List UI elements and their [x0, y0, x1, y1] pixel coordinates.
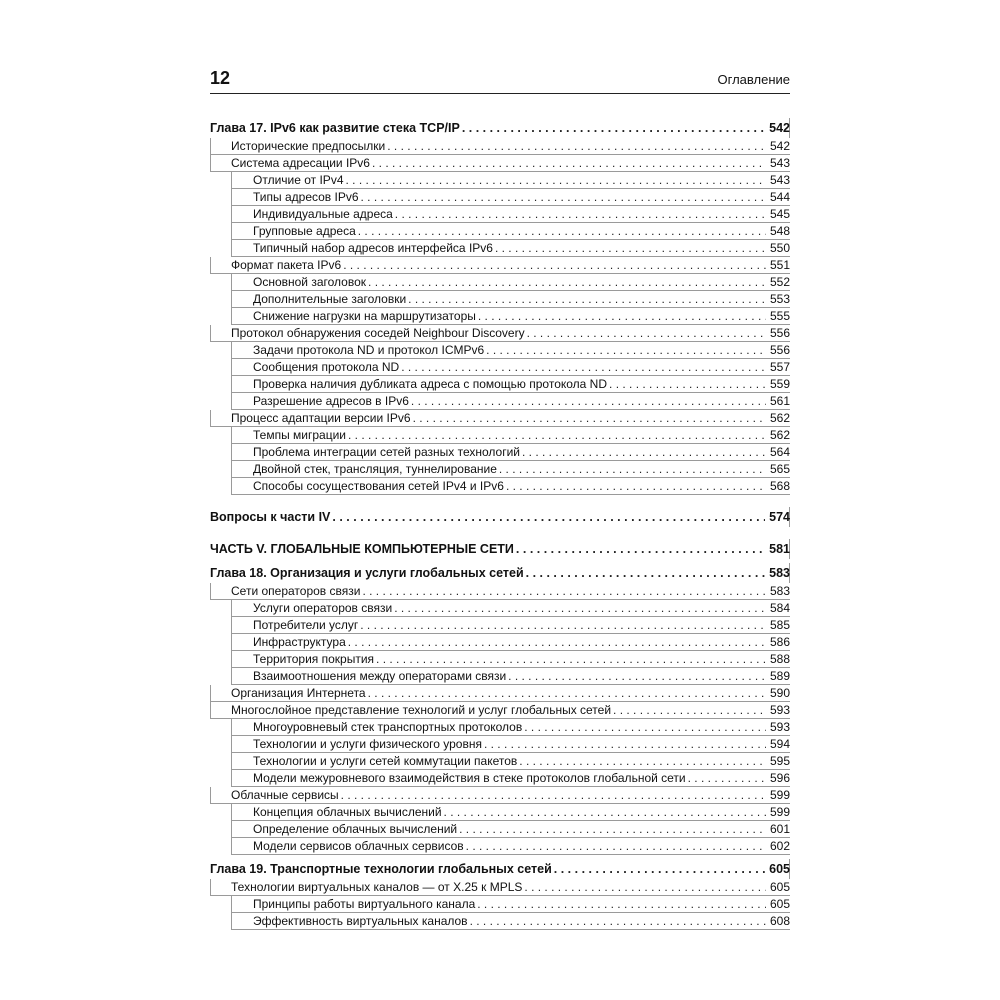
toc-row	[253, 736, 790, 753]
toc-subsection-entry[interactable]	[210, 342, 790, 359]
toc-row	[253, 668, 790, 685]
toc-page-number: 552	[769, 275, 790, 289]
toc-dot-leader	[442, 804, 766, 821]
toc-entry-title: Исторические предпосылки	[231, 139, 386, 153]
toc-page-number: 593	[769, 720, 790, 734]
toc-entry-title: Территория покрытия	[253, 652, 375, 666]
toc-subsection-entry[interactable]	[210, 838, 790, 855]
toc-subsection-entry[interactable]	[210, 274, 790, 291]
toc-dot-leader	[392, 600, 766, 617]
toc-page-number: 596	[769, 771, 790, 785]
toc-spacer	[210, 527, 790, 539]
toc-spacer	[210, 495, 790, 507]
toc-entry-title: Облачные сервисы	[231, 788, 339, 802]
toc-entry-title: Способы сосуществования сетей IPv4 и IPv6	[253, 479, 504, 493]
toc-entry-title: Сообщения протокола ND	[253, 360, 400, 374]
toc-subsection-entry[interactable]	[210, 461, 790, 478]
toc-dot-leader	[393, 206, 766, 223]
toc-page-number: 565	[769, 462, 790, 476]
toc-page-number: 583	[769, 584, 790, 598]
toc-entry-title: ЧАСТЬ V. ГЛОБАЛЬНЫЕ КОМПЬЮТЕРНЫЕ СЕТИ	[210, 542, 514, 556]
toc-entry-title: Протокол обнаружения соседей Neighbour Discovery	[231, 326, 525, 340]
toc-entry-title: Типы адресов IPv6	[253, 190, 359, 204]
toc-chapter-entry[interactable]	[210, 118, 790, 138]
toc-page-number: 551	[769, 258, 790, 272]
toc-entry-title: Взаимоотношения между операторами связи	[253, 669, 507, 683]
toc-entry-title: Многослойное представление технологий и услуг глобальных сетей	[231, 703, 612, 717]
toc-dot-leader	[330, 507, 765, 527]
toc-subsection-entry[interactable]	[210, 896, 790, 913]
toc-page-number: 562	[769, 428, 790, 442]
header-rule	[210, 93, 790, 94]
toc-subsection-entry[interactable]	[210, 668, 790, 685]
toc-entry-title: Эффективность виртуальных каналов	[253, 914, 468, 928]
toc-subsection-entry[interactable]	[210, 240, 790, 257]
toc-row	[253, 896, 790, 913]
toc-entry-title: Дополнительные заголовки	[253, 292, 407, 306]
toc-page-number: 568	[769, 479, 790, 493]
toc-row	[253, 342, 790, 359]
toc-entry-title: Проверка наличия дубликата адреса с помощью протокола ND	[253, 377, 608, 391]
toc-section-entry[interactable]	[210, 787, 790, 804]
toc-subsection-entry[interactable]	[210, 600, 790, 617]
toc-row	[253, 617, 790, 634]
toc-row	[253, 274, 790, 291]
toc-dot-leader	[468, 913, 766, 930]
toc-page-number: 590	[769, 686, 790, 700]
toc-page-number: 605	[769, 862, 790, 876]
toc-row	[253, 770, 790, 787]
toc-entry-title: Проблема интеграции сетей разных технологий	[253, 445, 520, 459]
toc-page-number: 608	[769, 914, 790, 928]
toc-page-number: 583	[769, 566, 790, 580]
toc-dot-leader	[611, 702, 766, 719]
toc-row	[231, 685, 790, 702]
toc-entry-title: Глава 19. Транспортные технологии глобальных сетей	[210, 862, 552, 876]
toc-dot-leader	[493, 240, 766, 257]
toc-page-number: 556	[769, 326, 790, 340]
toc-entry-title: Процесс адаптации версии IPv6	[231, 411, 411, 425]
toc-row	[253, 172, 790, 189]
toc-row	[231, 583, 790, 600]
toc-section-entry[interactable]	[210, 155, 790, 172]
toc-dot-leader	[475, 896, 766, 913]
toc-dot-leader	[341, 257, 766, 274]
toc-row	[253, 206, 790, 223]
toc-dot-leader	[524, 563, 766, 583]
toc-entry-title: Технологии и услуги сетей коммутации пакетов	[253, 754, 518, 768]
toc-entry-title: Услуги операторов связи	[253, 601, 393, 615]
toc-dot-leader	[356, 223, 766, 240]
toc-subsection-entry[interactable]	[210, 821, 790, 838]
toc-row	[253, 478, 790, 495]
toc-entry-title: Основной заголовок	[253, 275, 367, 289]
toc-page-number: 542	[769, 121, 790, 135]
toc-subsection-entry[interactable]	[210, 913, 790, 930]
toc-entry-title: Потребители услуг	[253, 618, 359, 632]
toc-dot-leader	[497, 461, 766, 478]
toc-subsection-entry[interactable]	[210, 753, 790, 770]
toc-row	[253, 291, 790, 308]
toc-page-number: 605	[769, 880, 790, 894]
toc-dot-leader	[525, 325, 766, 342]
toc-row	[210, 118, 790, 138]
toc-subsection-entry[interactable]	[210, 359, 790, 376]
toc-subsection-entry[interactable]	[210, 206, 790, 223]
toc-entry-title: Инфраструктура	[253, 635, 346, 649]
toc-row	[231, 702, 790, 719]
toc-page-number: 556	[769, 343, 790, 357]
toc-section-entry[interactable]	[210, 702, 790, 719]
toc-subsection-entry[interactable]	[210, 223, 790, 240]
toc-entry-title: Темпы миграции	[253, 428, 346, 442]
toc-dot-leader	[520, 444, 766, 461]
toc-dot-leader	[506, 668, 766, 685]
toc-entry-title: Организация Интернета	[231, 686, 366, 700]
toc-page-number: 545	[769, 207, 790, 221]
toc-subsection-entry[interactable]	[210, 804, 790, 821]
toc-chapter-entry[interactable]	[210, 539, 790, 559]
toc-dot-leader	[464, 838, 766, 855]
toc-entry-title: Двойной стек, трансляция, туннелирование	[253, 462, 497, 476]
toc-row	[231, 879, 790, 896]
toc-entry-title: Индивидуальные адреса	[253, 207, 393, 221]
toc-page-number: 595	[769, 754, 790, 768]
toc-dot-leader	[514, 539, 765, 559]
toc-row	[253, 308, 790, 325]
toc-page-number: 588	[769, 652, 790, 666]
toc-entry-title: Определение облачных вычислений	[253, 822, 458, 836]
toc-page-number: 586	[769, 635, 790, 649]
toc-row	[253, 600, 790, 617]
toc-dot-leader	[517, 753, 766, 770]
toc-chapter-entry[interactable]	[210, 563, 790, 583]
toc-entry-title: Типичный набор адресов интерфейса IPv6	[253, 241, 493, 255]
toc-entry-title: Модели сервисов облачных сервисов	[253, 839, 464, 853]
toc-row	[253, 223, 790, 240]
toc-entry-title: Технологии и услуги физического уровня	[253, 737, 482, 751]
toc-dot-leader	[476, 308, 766, 325]
toc-page-number: 574	[769, 510, 790, 524]
toc-page-number: 599	[769, 805, 790, 819]
toc-subsection-entry[interactable]	[210, 376, 790, 393]
toc-section-entry[interactable]	[210, 257, 790, 274]
toc-page-number: 564	[769, 445, 790, 459]
toc-page-number: 548	[769, 224, 790, 238]
toc-dot-leader	[522, 879, 766, 896]
toc-dot-leader	[359, 189, 766, 206]
running-head: Оглавление	[717, 72, 790, 87]
toc-page-number: 602	[769, 839, 790, 853]
toc-entry-title: Сети операторов связи	[231, 584, 361, 598]
page-number: 12	[210, 68, 231, 88]
toc-entry-title: Система адресации IPv6	[231, 156, 370, 170]
toc-dot-leader	[339, 787, 766, 804]
toc-row	[253, 444, 790, 461]
table-of-contents	[210, 118, 790, 930]
toc-page-number: 593	[769, 703, 790, 717]
toc-row	[253, 359, 790, 376]
toc-dot-leader	[482, 736, 766, 753]
toc-entry-title: Разрешение адресов в IPv6	[253, 394, 409, 408]
toc-page-number: 605	[769, 897, 790, 911]
toc-entry-title: Концепция облачных вычислений	[253, 805, 442, 819]
toc-dot-leader	[374, 651, 766, 668]
toc-entry-title: Глава 18. Организация и услуги глобальных сетей	[210, 566, 524, 580]
toc-row	[253, 804, 790, 821]
toc-entry-title: Глава 17. IPv6 как развитие стека TCP/IP	[210, 121, 460, 135]
toc-row	[253, 189, 790, 206]
toc-dot-leader	[360, 583, 766, 600]
toc-subsection-entry[interactable]	[210, 393, 790, 410]
toc-subsection-entry[interactable]	[210, 444, 790, 461]
toc-section-entry[interactable]	[210, 879, 790, 896]
toc-row	[253, 753, 790, 770]
toc-dot-leader	[607, 376, 766, 393]
toc-dot-leader	[552, 859, 765, 879]
toc-row	[253, 651, 790, 668]
toc-page-number: 562	[769, 411, 790, 425]
toc-page-number: 553	[769, 292, 790, 306]
toc-row	[253, 393, 790, 410]
toc-dot-leader	[399, 359, 766, 376]
toc-dot-leader	[411, 410, 766, 427]
toc-row	[253, 427, 790, 444]
toc-subsection-entry[interactable]	[210, 617, 790, 634]
toc-subsection-entry[interactable]	[210, 736, 790, 753]
toc-chapter-entry[interactable]	[210, 507, 790, 527]
toc-dot-leader	[346, 634, 766, 651]
toc-row	[253, 838, 790, 855]
toc-row	[231, 138, 790, 155]
toc-row	[231, 787, 790, 804]
toc-page-number: 550	[769, 241, 790, 255]
toc-entry-title: Формат пакета IPv6	[231, 258, 342, 272]
toc-page-number: 559	[769, 377, 790, 391]
toc-subsection-entry[interactable]	[210, 770, 790, 787]
toc-section-entry[interactable]	[210, 138, 790, 155]
toc-entry-title: Многоуровневый стек транспортных протоколов	[253, 720, 523, 734]
toc-entry-title: Групповые адреса	[253, 224, 356, 238]
toc-dot-leader	[346, 427, 766, 444]
toc-subsection-entry[interactable]	[210, 291, 790, 308]
toc-page-number: 589	[769, 669, 790, 683]
toc-subsection-entry[interactable]	[210, 719, 790, 736]
toc-subsection-entry[interactable]	[210, 634, 790, 651]
toc-dot-leader	[366, 685, 766, 702]
toc-page-number: 544	[769, 190, 790, 204]
toc-row	[253, 719, 790, 736]
toc-row	[253, 913, 790, 930]
toc-subsection-entry[interactable]	[210, 308, 790, 325]
toc-chapter-entry[interactable]	[210, 859, 790, 879]
toc-dot-leader	[460, 118, 765, 138]
toc-subsection-entry[interactable]	[210, 651, 790, 668]
toc-row	[210, 507, 790, 527]
toc-page-number: 557	[769, 360, 790, 374]
toc-dot-leader	[366, 274, 766, 291]
toc-row	[231, 155, 790, 172]
toc-entry-title: Технологии виртуальных каналов — от X.25 к MPLS	[231, 880, 523, 894]
toc-row	[253, 240, 790, 257]
toc-dot-leader	[504, 478, 766, 495]
toc-entry-title: Снижение нагрузки на маршрутизаторы	[253, 309, 476, 323]
toc-dot-leader	[370, 155, 766, 172]
toc-page-number: 599	[769, 788, 790, 802]
toc-page-number: 561	[769, 394, 790, 408]
toc-section-entry[interactable]	[210, 685, 790, 702]
toc-page-number: 543	[769, 156, 790, 170]
toc-subsection-entry[interactable]	[210, 189, 790, 206]
toc-row	[231, 410, 790, 427]
toc-row	[231, 257, 790, 274]
toc-row	[210, 859, 790, 879]
toc-entry-title: Принципы работы виртуального канала	[253, 897, 476, 911]
toc-dot-leader	[457, 821, 766, 838]
toc-dot-leader	[344, 172, 766, 189]
toc-subsection-entry[interactable]	[210, 172, 790, 189]
toc-subsection-entry[interactable]	[210, 427, 790, 444]
toc-dot-leader	[409, 393, 766, 410]
toc-row	[253, 634, 790, 651]
toc-section-entry[interactable]	[210, 583, 790, 600]
toc-page-number: 584	[769, 601, 790, 615]
toc-entry-title: Модели межуровневого взаимодействия в стеке протоколов глобальной сети	[253, 771, 686, 785]
toc-page-number: 585	[769, 618, 790, 632]
toc-row	[210, 563, 790, 583]
toc-dot-leader	[358, 617, 766, 634]
toc-entry-title: Задачи протокола ND и протокол ICMPv6	[253, 343, 485, 357]
toc-section-entry[interactable]	[210, 410, 790, 427]
toc-page-number: 594	[769, 737, 790, 751]
toc-row	[231, 325, 790, 342]
toc-dot-leader	[522, 719, 766, 736]
toc-subsection-entry[interactable]	[210, 478, 790, 495]
toc-page-number: 601	[769, 822, 790, 836]
toc-dot-leader	[406, 291, 766, 308]
toc-page-number: 555	[769, 309, 790, 323]
toc-page-number: 543	[769, 173, 790, 187]
toc-entry-title: Отличие от IPv4	[253, 173, 344, 187]
toc-entry-title: Вопросы к части IV	[210, 510, 331, 524]
toc-dot-leader	[385, 138, 766, 155]
toc-row	[253, 821, 790, 838]
toc-row	[253, 461, 790, 478]
toc-row	[253, 376, 790, 393]
toc-row	[210, 539, 790, 559]
toc-page-number: 581	[769, 542, 790, 556]
toc-section-entry[interactable]	[210, 325, 790, 342]
toc-dot-leader	[686, 770, 766, 787]
toc-dot-leader	[484, 342, 766, 359]
toc-page-number: 542	[769, 139, 790, 153]
